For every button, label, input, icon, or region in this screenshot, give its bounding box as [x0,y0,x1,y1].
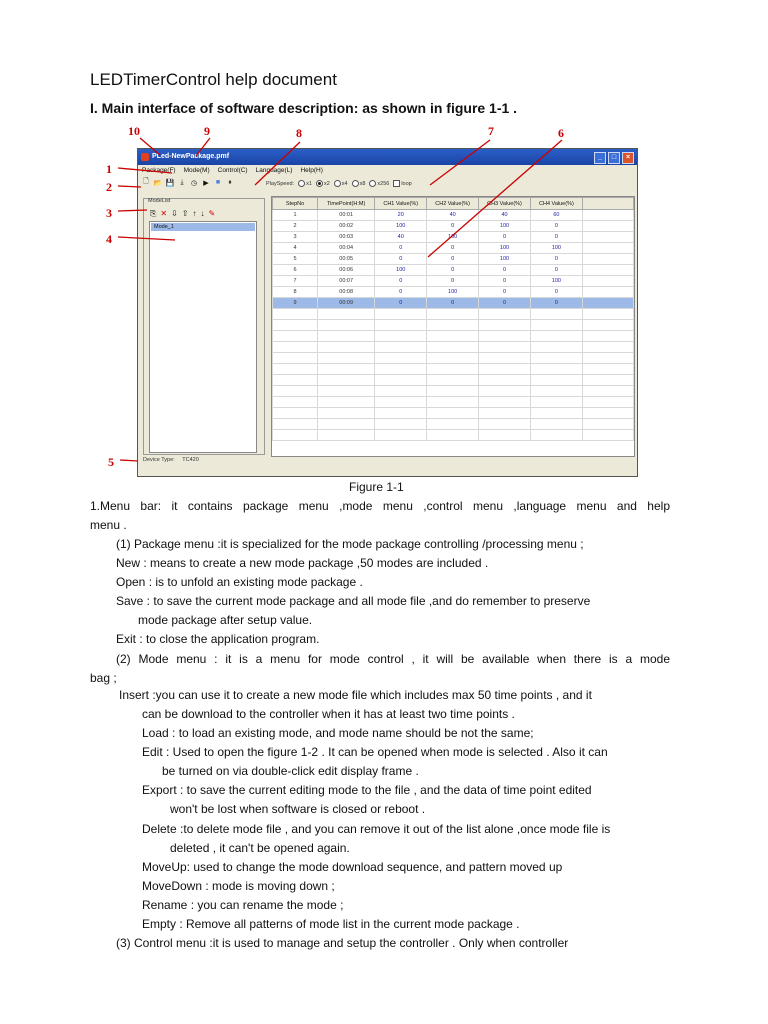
table-cell[interactable]: 00:02 [318,221,375,232]
table-cell[interactable]: 00:03 [318,232,375,243]
table-row[interactable] [273,397,634,408]
table-cell[interactable] [582,364,633,375]
table-cell[interactable]: 5 [273,254,318,265]
table-cell[interactable] [427,309,479,320]
table-cell[interactable] [582,353,633,364]
table-cell[interactable] [375,375,427,386]
table-row[interactable] [273,243,634,254]
empty-line: Empty : Remove all patterns of mode list in the current mode package . [142,917,520,931]
table-row[interactable] [273,265,634,276]
table-cell[interactable] [582,210,633,221]
menu-bar [138,165,637,176]
callout-5: 5 [108,455,114,469]
table-cell[interactable]: 0 [375,254,427,265]
table-cell[interactable] [479,386,531,397]
table-cell[interactable] [375,408,427,419]
table-cell[interactable]: 00:08 [318,287,375,298]
menu-control[interactable]: Control(C) [217,167,248,174]
table-cell[interactable]: 60 [530,210,582,221]
new-icon[interactable]: 🗋 [143,178,149,185]
table-row[interactable] [273,386,634,397]
table-cell[interactable]: 0 [375,298,427,309]
table-cell[interactable] [582,254,633,265]
table-cell[interactable]: 100 [479,221,531,232]
callout-1: 1 [106,162,112,176]
device-type-label: Device Type: [143,457,175,463]
table-cell[interactable] [427,397,479,408]
table-cell[interactable] [427,364,479,375]
table-cell[interactable] [427,408,479,419]
table-cell[interactable]: 40 [375,232,427,243]
table-cell[interactable] [479,419,531,430]
table-row[interactable] [273,232,634,243]
table-cell[interactable]: 40 [479,210,531,221]
callout-9: 9 [204,124,210,138]
play-speed-group [266,180,412,187]
col-stepno[interactable]: StepNo [273,198,318,210]
callout-6: 6 [558,126,564,140]
speed-x8-radio[interactable]: x8 [352,180,366,187]
table-cell[interactable]: 100 [427,232,479,243]
menu-language[interactable]: Language(L) [255,167,293,174]
data-table [272,197,634,441]
table-cell[interactable]: 100 [427,287,479,298]
table-cell[interactable] [582,419,633,430]
table-cell[interactable] [427,353,479,364]
table-cell[interactable]: 0 [427,265,479,276]
table-cell[interactable] [582,408,633,419]
table-cell[interactable] [530,309,582,320]
table-cell[interactable] [375,386,427,397]
table-cell[interactable]: 0 [530,298,582,309]
window-title: PLed-NewPackage.pmf [152,153,230,160]
table-cell[interactable] [375,419,427,430]
table-cell[interactable]: 0 [375,287,427,298]
table-cell[interactable] [375,364,427,375]
table-cell[interactable] [530,353,582,364]
table-cell[interactable]: 100 [375,221,427,232]
table-cell[interactable] [273,375,318,386]
table-cell[interactable]: 3 [273,232,318,243]
table-cell[interactable] [375,430,427,441]
table-cell[interactable] [273,386,318,397]
figure-caption: Figure 1-1 [349,480,404,494]
mode-menu-line: (2) Mode menu : it is a menu for mode control , it will be available when there is a mode [116,652,670,666]
table-row[interactable] [273,331,634,342]
table-cell[interactable]: 0 [479,287,531,298]
save-line-cont: mode package after setup value. [138,613,313,627]
table-cell[interactable]: 0 [375,276,427,287]
table-cell[interactable] [273,331,318,342]
table-cell[interactable] [375,353,427,364]
table-cell[interactable] [582,430,633,441]
insert-line-cont: can be download to the controller when it has at least two time points . [142,707,515,721]
table-cell[interactable] [582,276,633,287]
table-cell[interactable]: 0 [427,243,479,254]
insert-icon[interactable]: ⎘ [150,209,157,218]
table-cell[interactable]: 0 [427,254,479,265]
table-cell[interactable]: 100 [530,276,582,287]
table-cell[interactable] [582,342,633,353]
col-timepoint[interactable]: TimePoint(H:M) [318,198,375,210]
maximize-icon[interactable]: □ [608,152,620,164]
callout-10: 10 [128,124,140,138]
table-cell[interactable] [273,364,318,375]
table-cell[interactable] [273,342,318,353]
table-cell[interactable]: 0 [479,265,531,276]
table-row[interactable] [273,298,634,309]
table-cell[interactable]: 2 [273,221,318,232]
save-icon[interactable]: 💾 [165,179,175,187]
col-ch4[interactable]: CH4 Value(%) [530,198,582,210]
table-cell[interactable] [530,430,582,441]
table-cell[interactable]: 0 [427,221,479,232]
table-cell[interactable]: 100 [530,243,582,254]
table-cell[interactable] [318,430,375,441]
window-titlebar [138,149,637,165]
table-header-row [273,198,634,210]
table-row[interactable] [273,210,634,221]
table-cell[interactable] [318,364,375,375]
save-line: Save : to save the current mode package and all mode file ,and do remember to preserve [116,594,591,608]
table-row[interactable] [273,408,634,419]
export-icon[interactable]: ⇧ [181,209,189,218]
table-cell[interactable]: 0 [530,232,582,243]
table-cell[interactable] [273,397,318,408]
table-cell[interactable]: 0 [427,298,479,309]
table-row[interactable] [273,287,634,298]
table-cell[interactable] [273,408,318,419]
table-cell[interactable] [273,430,318,441]
table-cell[interactable] [530,419,582,430]
load-line: Load : to load an existing mode, and mode name should be not the same; [142,726,534,740]
table-cell[interactable] [375,320,427,331]
table-row[interactable] [273,221,634,232]
callout-8: 8 [296,126,302,140]
move-up-icon[interactable]: ↑ [192,209,197,218]
table-cell[interactable]: 7 [273,276,318,287]
table-cell[interactable]: 0 [479,276,531,287]
table-cell[interactable] [479,353,531,364]
delete-icon[interactable]: ✕ [160,209,168,218]
play-icon[interactable]: ▶ [203,179,209,187]
open-line: Open : is to unfold an existing mode package . [116,575,363,589]
table-cell[interactable] [427,419,479,430]
table-cell[interactable] [479,375,531,386]
callout-4: 4 [106,232,112,246]
table-cell[interactable] [427,386,479,397]
table-row[interactable] [273,375,634,386]
app-icon [141,153,149,161]
table-row[interactable] [273,320,634,331]
download-icon[interactable]: ⤓ [180,178,184,186]
table-cell[interactable] [273,320,318,331]
table-cell[interactable]: 0 [479,298,531,309]
table-cell[interactable] [318,397,375,408]
table-cell[interactable]: 1 [273,210,318,221]
table-cell[interactable] [318,353,375,364]
insert-line: Insert :you can use it to create a new mode file which includes max 50 time points , and it [119,688,592,702]
table-cell[interactable] [582,287,633,298]
rename-line: Rename : you can rename the mode ; [142,898,344,912]
table-cell[interactable] [582,221,633,232]
table-cell[interactable] [582,309,633,320]
export-line: Export : to save the current editing mode to the file , and the data of time point edited [142,783,592,797]
section-heading: I. Main interface of software description: as shown in figure 1-1 . [90,100,518,116]
speed-x256-radio[interactable]: x256 [369,180,389,187]
table-cell[interactable]: 100 [479,254,531,265]
table-cell[interactable] [582,232,633,243]
speed-x1-radio[interactable]: x1 [298,180,312,187]
table-cell[interactable] [375,397,427,408]
col-ch3[interactable]: CH3 Value(%) [479,198,531,210]
table-cell[interactable]: 0 [530,221,582,232]
play-speed-label: PlaySpeed: [266,180,295,187]
table-cell[interactable] [530,364,582,375]
callout-7: 7 [488,124,494,138]
table-cell[interactable] [479,320,531,331]
table-cell[interactable] [375,309,427,320]
table-cell[interactable] [479,364,531,375]
table-cell[interactable]: 40 [427,210,479,221]
table-cell[interactable] [530,397,582,408]
new-line: New : means to create a new mode package ,50 modes are included . [116,556,489,570]
table-cell[interactable] [427,320,479,331]
minimize-icon[interactable]: _ [594,152,606,164]
table-cell[interactable] [318,342,375,353]
pause-icon[interactable]: ⏸ [228,178,232,186]
table-cell[interactable] [318,408,375,419]
speed-x4-radio[interactable]: x4 [334,180,348,187]
table-cell[interactable]: 4 [273,243,318,254]
table-row[interactable] [273,364,634,375]
table-cell[interactable] [479,430,531,441]
table-cell[interactable] [582,243,633,254]
table-row[interactable] [273,309,634,320]
table-cell[interactable] [318,331,375,342]
open-icon[interactable]: 📂 [153,179,163,187]
table-cell[interactable]: 0 [530,254,582,265]
table-cell[interactable]: 100 [479,243,531,254]
col-blank [582,198,633,210]
list-item[interactable]: Mode_1 [151,223,255,231]
menu-help[interactable]: Help(H) [300,167,323,174]
table-cell[interactable]: 8 [273,287,318,298]
document-title: LEDTimerControl help document [90,70,337,89]
load-icon[interactable]: ⇩ [171,209,178,218]
table-cell[interactable] [318,386,375,397]
table-cell[interactable] [530,375,582,386]
status-bar [143,457,199,463]
table-cell[interactable] [427,331,479,342]
table-row[interactable] [273,254,634,265]
time-point-grid [271,196,635,457]
table-cell[interactable]: 00:06 [318,265,375,276]
table-cell[interactable] [318,375,375,386]
device-type-value: TC420 [182,457,199,463]
table-cell[interactable] [427,342,479,353]
moveup-line: MoveUp: used to change the mode download sequence, and pattern moved up [142,860,563,874]
table-cell[interactable] [375,342,427,353]
movedown-line: MoveDown : mode is moving down ; [142,879,335,893]
exit-line: Exit : to close the application program. [116,632,320,646]
export-line-cont: won't be lost when software is closed or reboot . [170,802,426,816]
table-cell[interactable] [427,375,479,386]
table-cell[interactable]: 00:04 [318,243,375,254]
table-cell[interactable] [530,320,582,331]
table-cell[interactable] [318,309,375,320]
table-row[interactable] [273,276,634,287]
table-cell[interactable] [582,375,633,386]
package-menu-line: (1) Package menu :it is specialized for the mode package controlling /processing menu ; [116,537,584,551]
table-cell[interactable]: 0 [375,243,427,254]
delete-line: Delete :to delete mode file , and you can remove it out of the list alone ,once mode file is [142,822,611,836]
table-cell[interactable]: 00:07 [318,276,375,287]
callout-3: 3 [106,206,112,220]
table-cell[interactable] [427,430,479,441]
table-row[interactable] [273,342,634,353]
control-menu-line: (3) Control menu :it is used to manage and setup the controller . Only when controller [116,936,569,950]
table-cell[interactable] [582,320,633,331]
table-cell[interactable]: 0 [530,287,582,298]
table-cell[interactable]: 0 [530,265,582,276]
move-down-icon[interactable]: ↓ [200,209,205,218]
callout-2: 2 [106,180,112,194]
menu-mode[interactable]: Mode(M) [183,167,210,174]
table-cell[interactable]: 00:09 [318,298,375,309]
table-cell[interactable] [582,298,633,309]
loop-checkbox[interactable]: loop [393,180,411,187]
table-row[interactable] [273,353,634,364]
edit-line: Edit : Used to open the figure 1-2 . It can be opened when mode is selected . Also it can [142,745,608,759]
table-cell[interactable] [530,342,582,353]
clock-icon[interactable]: ◷ [190,179,198,187]
table-cell[interactable] [582,331,633,342]
table-cell[interactable] [273,353,318,364]
table-cell[interactable] [375,331,427,342]
table-cell[interactable] [273,419,318,430]
table-cell[interactable] [582,397,633,408]
table-cell[interactable] [530,386,582,397]
table-cell[interactable] [318,320,375,331]
table-cell[interactable]: 00:01 [318,210,375,221]
table-row[interactable] [273,430,634,441]
table-row[interactable] [273,419,634,430]
edit-line-cont: be turned on via double-click edit display frame . [162,764,419,778]
menu-package[interactable]: Package(F) [142,167,176,174]
table-cell[interactable]: 00:05 [318,254,375,265]
table-cell[interactable]: 100 [375,265,427,276]
table-cell[interactable] [479,408,531,419]
mode-list-box [149,221,257,453]
table-cell[interactable]: 6 [273,265,318,276]
table-cell[interactable] [479,342,531,353]
mode-list-panel [143,198,265,455]
rename-icon[interactable]: ✎ [208,209,216,218]
table-cell[interactable]: 20 [375,210,427,221]
stop-icon[interactable]: ■ [215,179,221,186]
col-ch2[interactable]: CH2 Value(%) [427,198,479,210]
mode-menu-line-cont: bag ; [90,671,117,685]
table-cell[interactable] [318,419,375,430]
software-screenshot [137,148,638,477]
mode-list-label: ModeList [148,198,171,204]
para-menu-bar-cont: menu . [90,518,127,532]
table-cell[interactable] [479,331,531,342]
table-cell[interactable] [273,309,318,320]
table-cell[interactable]: 0 [427,276,479,287]
table-cell[interactable] [530,331,582,342]
mode-list-toolbar [150,209,215,219]
speed-x2-radio[interactable]: x2 [316,180,330,187]
para-menu-bar: 1.Menu bar: it contains package menu ,mode menu ,control menu ,language menu and help [90,499,670,513]
table-cell[interactable] [582,386,633,397]
table-cell[interactable]: 0 [479,232,531,243]
table-cell[interactable] [530,408,582,419]
delete-line-cont: deleted , it can't be opened again. [170,841,350,855]
table-cell[interactable]: 9 [273,298,318,309]
window-controls [594,152,634,164]
close-icon[interactable]: × [622,152,634,164]
col-ch1[interactable]: CH1 Value(%) [375,198,427,210]
table-cell[interactable] [479,309,531,320]
table-cell[interactable] [582,265,633,276]
table-cell[interactable] [479,397,531,408]
